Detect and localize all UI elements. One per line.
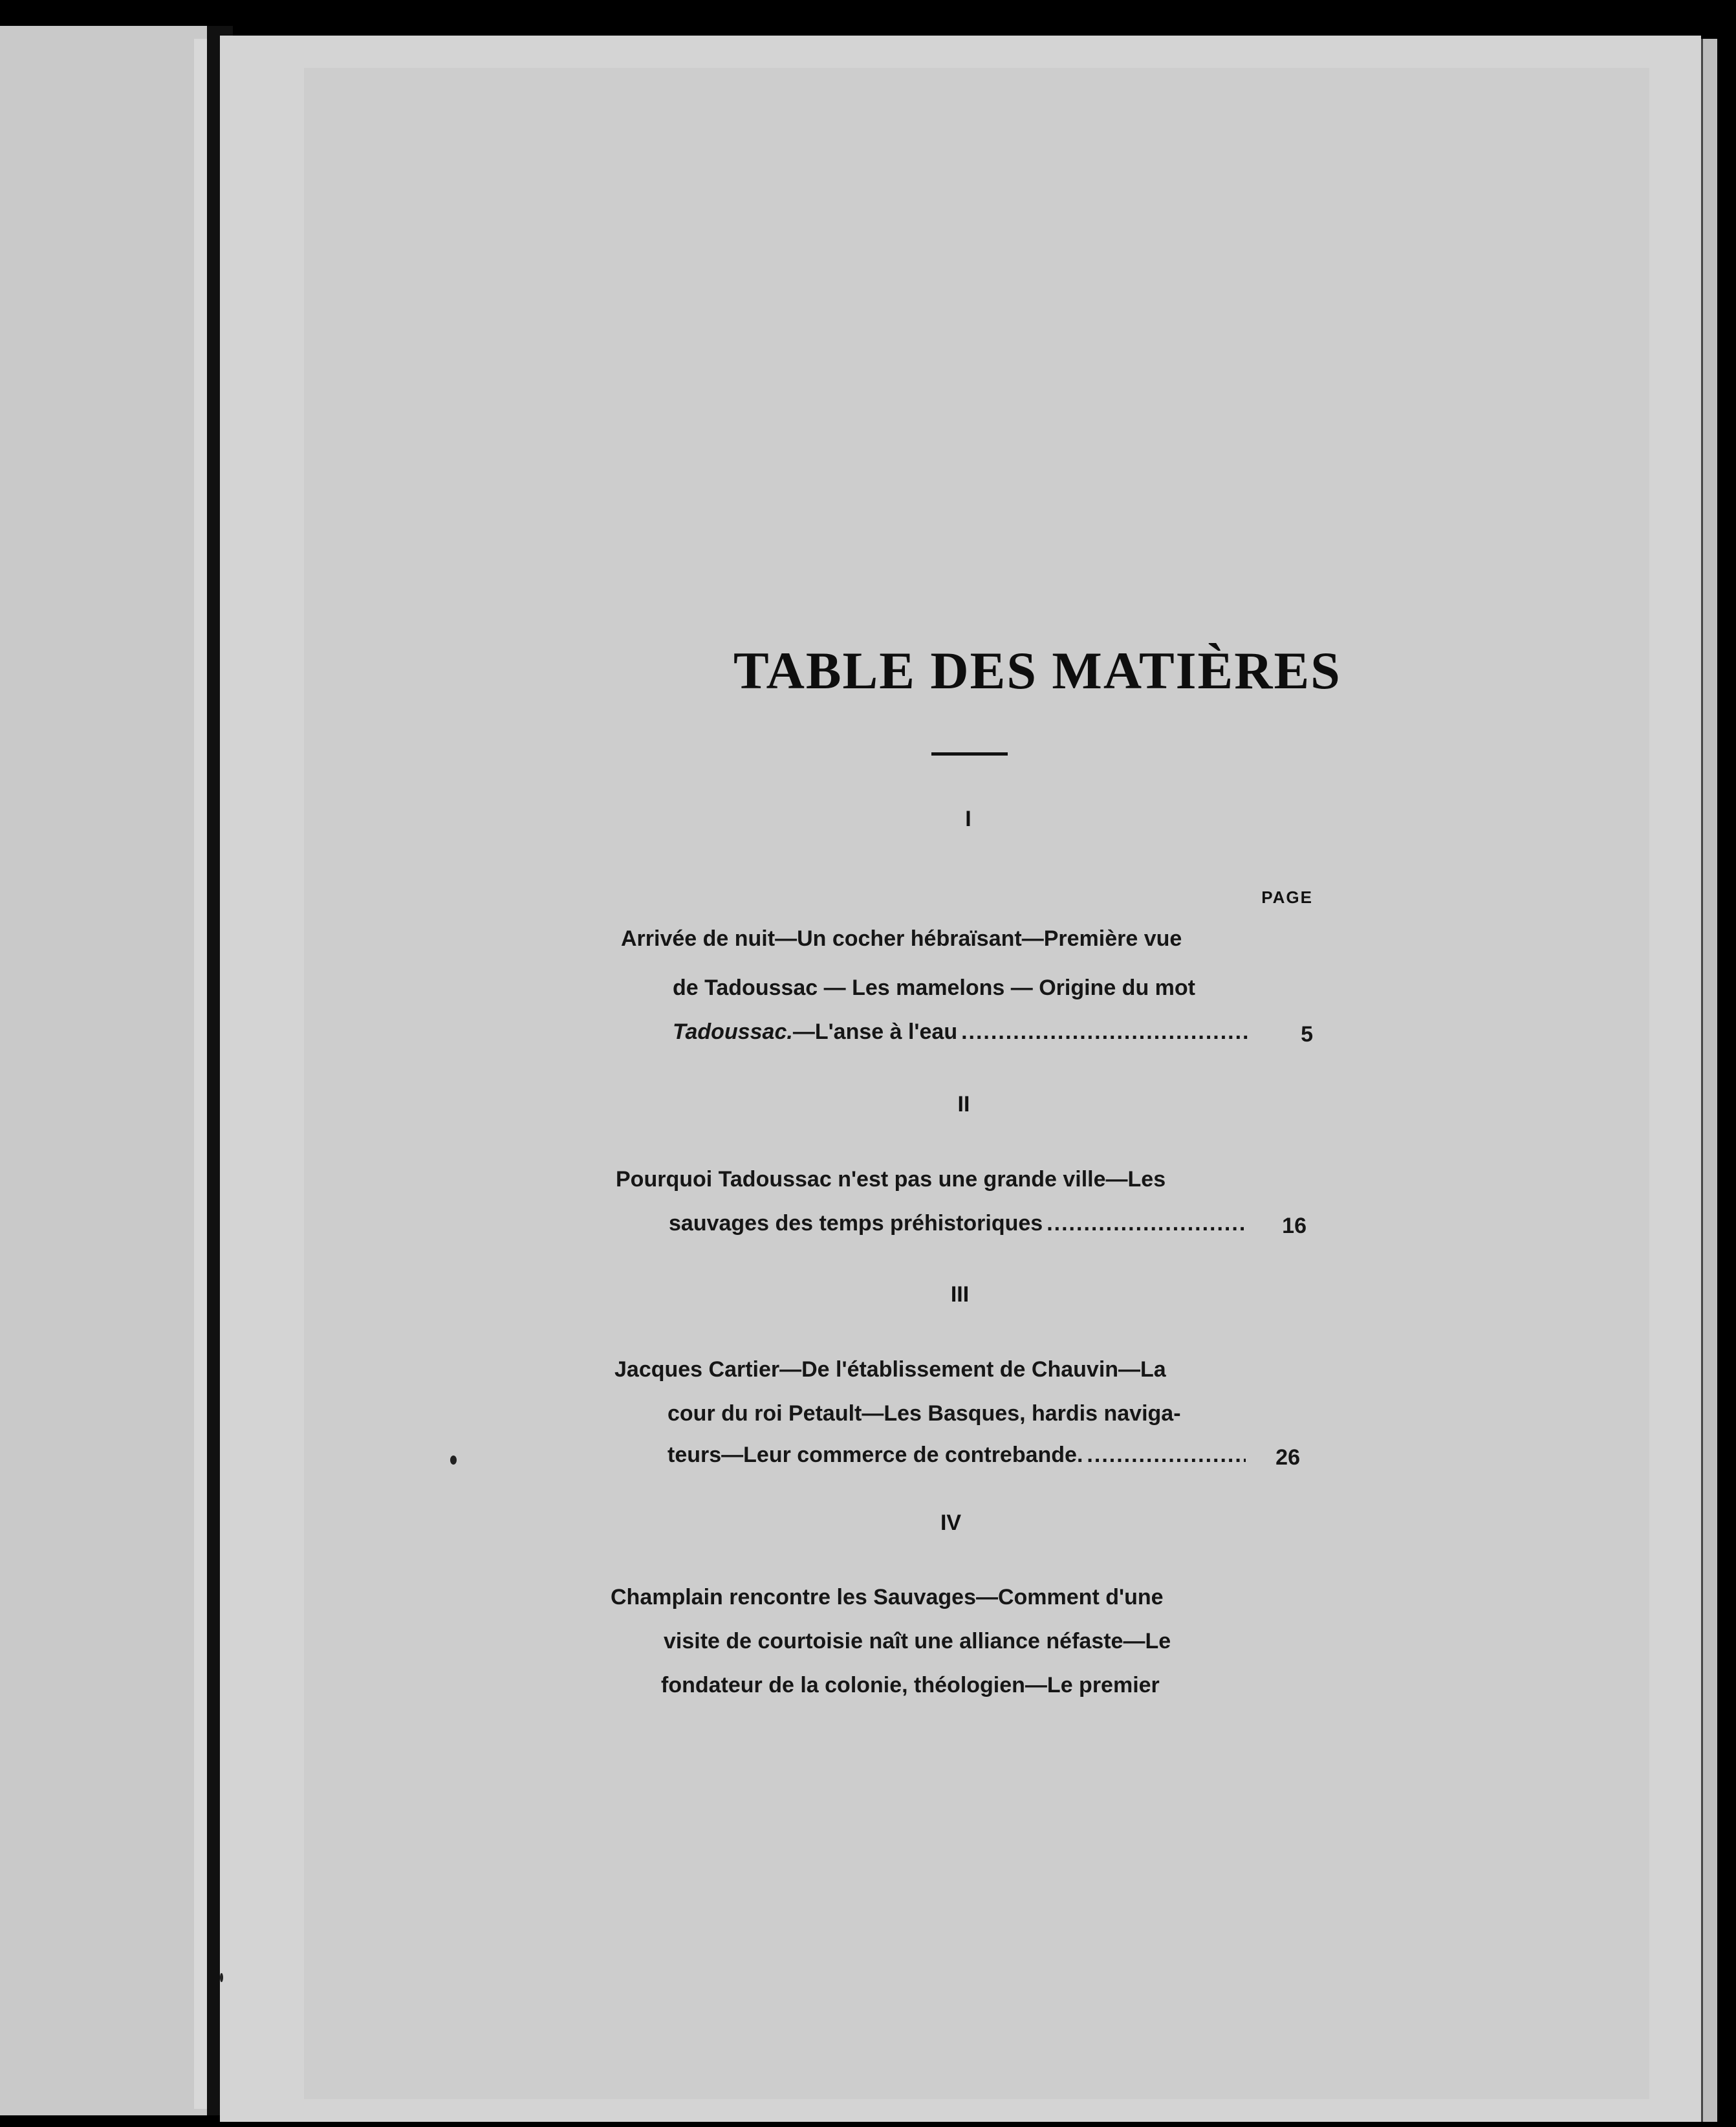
dot-leader xyxy=(961,1020,1251,1045)
chapter-numeral: III xyxy=(950,1282,970,1307)
toc-line-text: Jacques Cartier—De l'établissement de Chauvin—La xyxy=(614,1357,1166,1382)
scan-speck xyxy=(220,1973,223,1982)
scan-speck xyxy=(450,1456,457,1465)
dot-leader xyxy=(1047,1211,1247,1236)
toc-line xyxy=(667,1443,1250,1468)
toc-separator: — xyxy=(792,1020,815,1044)
toc-line xyxy=(616,1167,1166,1192)
toc-line-text: de Tadoussac — Les mamelons — Origine du mot xyxy=(673,976,1195,1000)
toc-line xyxy=(621,926,1182,952)
previous-page xyxy=(0,26,207,2115)
toc-line xyxy=(673,1020,1255,1045)
toc-page-number: 16 xyxy=(1282,1214,1307,1238)
toc-line-text: cour du roi Petault—Les Basques, hardis naviga- xyxy=(667,1401,1181,1426)
toc-line-text: Pourquoi Tadoussac n'est pas une grande ville—Les xyxy=(616,1167,1166,1192)
toc-line xyxy=(611,1585,1164,1610)
dot-leader xyxy=(1087,1443,1246,1468)
toc-page-number: 5 xyxy=(1301,1022,1313,1047)
toc-line xyxy=(667,1401,1181,1426)
page-column-label: PAGE xyxy=(1261,888,1313,907)
toc-italic-word: Tadoussac. xyxy=(673,1020,793,1044)
toc-line-text: sauvages des temps préhistoriques xyxy=(669,1211,1043,1236)
document-page xyxy=(220,36,1701,2122)
toc-line-text: Arrivée de nuit—Un cocher hébraïsant—Première vue xyxy=(621,926,1182,951)
chapter-numeral: I xyxy=(965,807,971,831)
chapter-numeral: IV xyxy=(940,1511,962,1535)
toc-line-text: L'anse à l'eau xyxy=(814,1020,958,1044)
toc-line xyxy=(661,1673,1160,1698)
title-divider xyxy=(931,752,1008,756)
toc-line-text: Champlain rencontre les Sauvages—Comment d'une xyxy=(611,1585,1164,1609)
page-content-area xyxy=(304,68,1649,2099)
toc-line-text: visite de courtoisie naît une alliance néfaste—Le xyxy=(664,1629,1171,1653)
toc-line xyxy=(664,1629,1171,1654)
page-title: TABLE DES MATIÈRES xyxy=(733,641,1341,700)
toc-page-number: 26 xyxy=(1275,1445,1300,1470)
page-edge-right xyxy=(1701,39,1717,2122)
toc-line xyxy=(669,1211,1251,1236)
toc-line xyxy=(614,1357,1166,1382)
chapter-numeral: II xyxy=(957,1092,970,1117)
toc-line-text: teurs—Leur commerce de contrebande. xyxy=(667,1443,1083,1467)
toc-line-text: fondateur de la colonie, théologien—Le premier xyxy=(661,1673,1160,1697)
toc-line xyxy=(673,976,1195,1001)
